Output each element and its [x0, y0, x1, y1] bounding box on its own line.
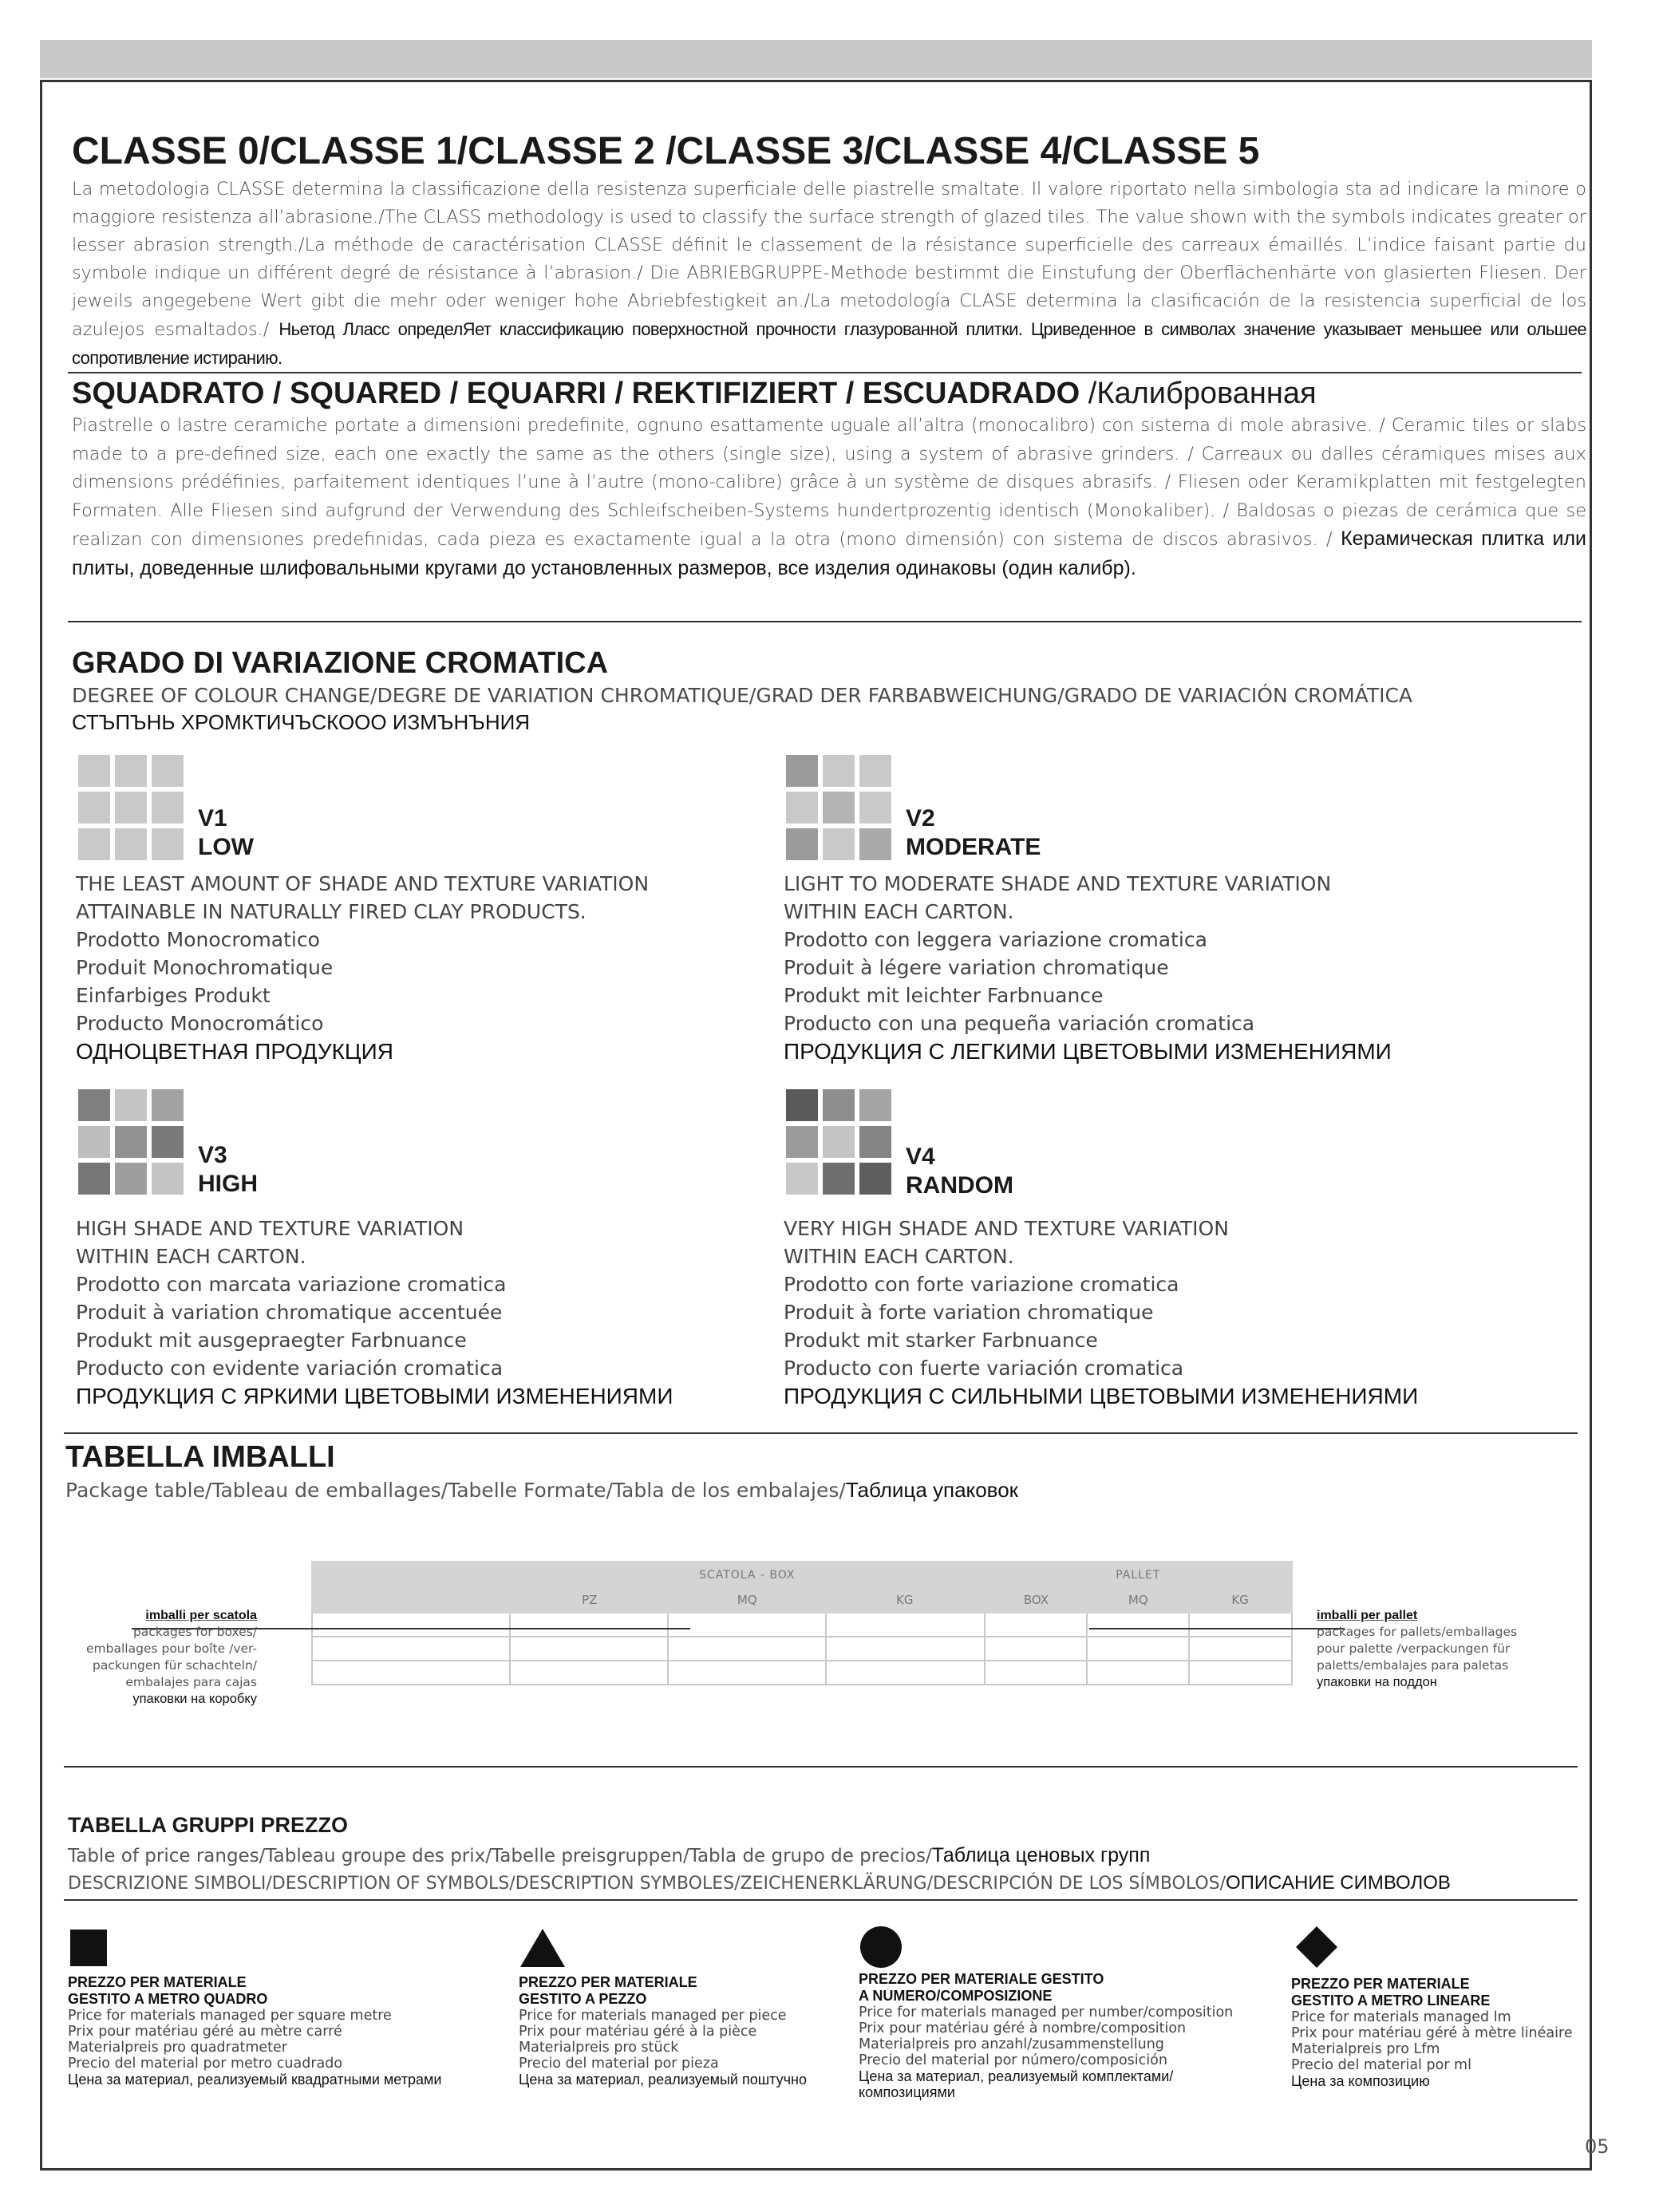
v1-line: Einfarbiges Produkt — [76, 984, 271, 1007]
v4-line: VERY HIGH SHADE AND TEXTURE VARIATION — [784, 1217, 1229, 1240]
divider — [68, 372, 1582, 373]
v4-line: Prodotto con forte variazione cromatica — [784, 1273, 1179, 1296]
classe-text-body: La metodologia CLASSE determina la classificazione della resistenza superficiale delle piastrelle smaltate. Il valore riportato nella simbologia sta ad indicare la minore o maggiore resistenza all’abrasione./The CLASS methodology is used to classify the surface strength of glazed tiles. The value shown with the symbols indicates greater or lesser abrasion strength./La méthode de caractérisation CLASSE définit le classement de la résistance superficielle des carreaux émaillés. L’indice faisant partie du symbole indique un différent degré de résistance à l’abrasion./ Die ABRIEBGRUPPE-Methode bestimmt die Einstufung der Oberflächenhärte von glasierten Fliesen. Der jeweils angegebene Wert gibt die mehr oder weniger hohe Abriebfestigkeit an./La metodología CLASE determina la clasificación de la resistencia superficial de los azulejos esmaltados./ — [72, 179, 1586, 340]
imballi-subtitle-main: Package table/Tableau de emballages/Tabelle Formate/Tabla de los embalajes/ — [65, 1479, 846, 1502]
symbols-description-main: DESCRIZIONE SIMBOLI/DESCRIPTION OF SYMBOLS/DESCRIPTION SYMBOLES/ZEICHENERKLÄRUNG/DESCRIPCIÓN DE LOS SÍMBOLOS/ — [68, 1874, 1226, 1894]
col-header: KG — [896, 1593, 914, 1607]
v3-line: Produit à variation chromatique accentuée — [76, 1301, 503, 1324]
table-cell — [1087, 1661, 1189, 1685]
swatch — [115, 792, 147, 824]
symbols-description — [68, 1872, 1451, 1894]
diamond-icon — [1294, 1925, 1339, 1969]
swatch — [823, 792, 855, 824]
v4-line: Produit à forte variation chromatique — [784, 1301, 1154, 1324]
swatch — [152, 1089, 184, 1121]
symbol-line-ru: Цена за материал, реализуемый квадратными метрами — [68, 2072, 442, 2088]
package-table — [311, 1561, 1293, 1685]
v2-line: Producto con una pequeña variación cromatica — [784, 1012, 1255, 1035]
col-header: MQ — [737, 1593, 757, 1607]
table-cell — [668, 1637, 826, 1661]
swatch — [78, 1089, 110, 1121]
squadrato-title-main: SQUADRATO / SQUARED / EQUARRI / REKTIFIZIERT / ESCUADRADO — [72, 377, 1080, 410]
v1-line: ATTAINABLE IN NATURALLY FIRED CLAY PRODUCTS. — [76, 900, 587, 923]
symbol-title: GESTITO A PEZZO — [519, 1991, 647, 2007]
symbol-line: Prix pour matériau géré à la pièce — [519, 2024, 757, 2040]
swatch — [115, 1163, 147, 1195]
table-cell — [312, 1661, 510, 1685]
classe-text — [72, 176, 1586, 373]
top-gray-bar — [40, 40, 1592, 78]
v3-level: HIGH — [198, 1171, 258, 1197]
symbol-triangle-text — [519, 1974, 807, 2088]
box-group-label: SCATOLA - BOX — [699, 1569, 796, 1582]
symbol-line: Materialpreis pro quadratmeter — [68, 2040, 287, 2056]
col-header: MQ — [1128, 1593, 1148, 1607]
swatch — [859, 828, 891, 860]
symbol-line: Precio del material por pieza — [519, 2056, 719, 2072]
table-cell — [1189, 1661, 1292, 1685]
symbol-line: Materialpreis pro Lfm — [1291, 2041, 1440, 2057]
v2-line: Produit à légere variation chromatique — [784, 956, 1169, 979]
pallet-note-line: paletts/embalajes para paletas — [1317, 1658, 1509, 1673]
classe-text-ru: Ньетод Лласс определЯет классификацию поверхностной прочности глазурованной плитки. Цриведенное в символах значение указывает меньшее или ольшее сопротивление истиранию. — [72, 319, 1586, 368]
squadrato-text-ru: Керамическая плитка или плиты, доведенные шлифовальными кругами до установленных размеров, все изделия одинаковы (один калибр). — [72, 527, 1586, 579]
swatch — [78, 792, 110, 824]
pallet-group-label: PALLET — [1116, 1569, 1161, 1582]
box-group-header — [510, 1562, 985, 1613]
grado-subtitle-ru: СТЪПЪНЬ ХРОМКТИЧЪСКООО ИЗМЪНЪНИЯ — [72, 710, 531, 734]
pallet-leader-line — [1089, 1628, 1345, 1629]
table-cell — [1189, 1613, 1292, 1637]
swatch — [152, 1163, 184, 1195]
v3-line: Produkt mit ausgepraegter Farbnuance — [76, 1329, 467, 1352]
box-note-line: embalajes para cajas — [125, 1675, 257, 1689]
squadrato-title-ru: /Калиброванная — [1088, 377, 1317, 410]
imballi-title: TABELLA IMBALLI — [65, 1440, 335, 1474]
symbol-line: Prix pour matériau géré à mètre linéaire — [1291, 2025, 1573, 2041]
squadrato-text — [72, 412, 1586, 583]
swatch — [823, 1089, 855, 1121]
grado-subtitle: DEGREE OF COLOUR CHANGE/DEGRE DE VARIATION CHROMATIQUE/GRAD DER FARBABWEICHUNG/GRADO DE VARIACIÓN CROMÁTICA — [72, 684, 1413, 707]
box-note-line: emballages pour boîte /ver- — [86, 1641, 257, 1656]
table-cell — [985, 1661, 1087, 1685]
table-cell — [985, 1613, 1087, 1637]
table-cell — [668, 1661, 826, 1685]
swatch — [786, 755, 818, 787]
table-cell — [312, 1613, 510, 1637]
symbol-title: GESTITO A METRO LINEARE — [1291, 1993, 1491, 2009]
table-cell — [510, 1613, 668, 1637]
v1-description — [76, 870, 649, 1065]
swatch — [78, 1126, 110, 1158]
table-header-row — [312, 1562, 1292, 1613]
symbol-circle-text — [859, 1971, 1305, 2100]
symbol-title: PREZZO PER MATERIALE — [519, 1974, 697, 1990]
square-icon — [70, 1930, 107, 1966]
v3-line: Producto con evidente variación cromatica — [76, 1357, 504, 1380]
v4-code: V4 — [906, 1144, 935, 1170]
table-cell — [510, 1661, 668, 1685]
v3-line: WITHIN EACH CARTON. — [76, 1245, 306, 1268]
grado-title: GRADO DI VARIAZIONE CROMATICA — [72, 646, 609, 680]
table-row — [312, 1613, 1292, 1637]
symbol-line-ru: Цена за композицию — [1291, 2073, 1430, 2089]
v3-label — [198, 1141, 258, 1199]
symbol-line: Precio del material por número/composición — [859, 2052, 1167, 2068]
swatch — [823, 755, 855, 787]
symbol-title: PREZZO PER MATERIALE — [68, 1974, 247, 1990]
v4-line: WITHIN EACH CARTON. — [784, 1245, 1014, 1268]
v3-line: HIGH SHADE AND TEXTURE VARIATION — [76, 1217, 464, 1240]
swatch — [786, 1089, 818, 1121]
v3-line: Prodotto con marcata variazione cromatica — [76, 1273, 507, 1296]
v4-level: RANDOM — [906, 1172, 1013, 1199]
v1-code: V1 — [198, 805, 227, 831]
table-cell — [1087, 1613, 1189, 1637]
col-header: KG — [1231, 1593, 1249, 1607]
symbol-line: Materialpreis pro stück — [519, 2040, 679, 2056]
v2-line: LIGHT TO MODERATE SHADE AND TEXTURE VARIATION — [784, 872, 1332, 895]
box-subheaders — [511, 1593, 984, 1607]
swatch — [823, 828, 855, 860]
pallet-subheaders — [986, 1593, 1291, 1607]
swatch — [152, 792, 184, 824]
swatch — [823, 1163, 855, 1195]
v3-description — [76, 1215, 673, 1410]
symbol-title: GESTITO A METRO QUADRO — [68, 1991, 268, 2007]
v4-description — [784, 1215, 1418, 1410]
v1-swatch-grid — [78, 755, 184, 860]
swatch — [152, 1126, 184, 1158]
table-cell — [826, 1637, 984, 1661]
divider — [64, 1432, 1578, 1434]
symbol-diamond-text — [1291, 1976, 1573, 2089]
v3-line-ru: ПРОДУКЦИЯ С ЯРКИМИ ЦВЕТОВЫМИ ИЗМЕНЕНИЯМИ — [76, 1384, 673, 1408]
swatch — [152, 755, 184, 787]
swatch — [786, 1126, 818, 1158]
swatch — [786, 1163, 818, 1195]
symbols-description-ru: ОПИСАНИЕ СИМВОЛОВ — [1226, 1872, 1451, 1894]
pallet-group-header — [985, 1562, 1292, 1613]
box-note-ru: упаковки на коробку — [132, 1692, 257, 1706]
table-row — [312, 1661, 1292, 1685]
table-cell — [826, 1613, 984, 1637]
v2-code: V2 — [906, 805, 935, 831]
page-number: 05 — [1585, 2135, 1610, 2158]
swatch — [859, 755, 891, 787]
imballi-subtitle-ru: Таблица упаковок — [845, 1478, 1019, 1502]
swatch — [115, 755, 147, 787]
divider — [64, 1766, 1578, 1768]
squadrato-text-body: Piastrelle o lastre ceramiche portate a dimensioni predefinite, ognuno esattamente uguale all’altra (monocalibro) con sistema di mole abrasive. / Ceramic tiles or slabs made to a pre-defined size, each one exactly the same as the others (single size), using a system of abrasive grinders. / Carreaux ou dalles céramiques mises aux dimensions prédéfinies, parfaitement identiques l’une à l’autre (mono-calibre) grâce à un système de disques abrasifs. / Fliesen oder Keramikplatten mit festgelegten Formaten. Alle Fliesen sind aufgrund der Verwendung des Schleifscheiben-Systems hundertprozentig identisch (Monokaliber). / Baldosas o piezas de cerámica que se realizan con dimensiones predefinidas, cada pieza es exactamente igual a la otra (mono dimensión) con sistema de discos abrasivos. / — [72, 415, 1586, 550]
symbol-line: Prix pour matériau géré au mètre carré — [68, 2024, 342, 2040]
swatch — [78, 1163, 110, 1195]
symbol-line-ru: Цена за материал, реализуемый поштучно — [519, 2072, 807, 2088]
symbol-line: Price for materials managed per square metre — [68, 2008, 392, 2024]
col-header: PZ — [582, 1593, 598, 1607]
symbol-title: PREZZO PER MATERIALE — [1291, 1976, 1470, 1992]
box-note-line: packages for boxes/ — [132, 1625, 257, 1639]
prezzo-subtitle-main: Table of price ranges/Tableau groupe des prix/Tabelle preisgruppen/Tabla de grupo de precios/ — [68, 1846, 932, 1866]
table-row — [312, 1637, 1292, 1661]
symbol-line: Price for materials managed per piece — [519, 2008, 787, 2024]
divider — [64, 1899, 1578, 1901]
pallet-note-line: pour palette /verpackungen für — [1317, 1641, 1511, 1656]
swatch — [859, 1126, 891, 1158]
pallet-note-ru: упаковки на поддон — [1317, 1675, 1437, 1689]
symbol-title: A NUMERO/COMPOSIZIONE — [859, 1988, 1053, 2004]
swatch — [823, 1126, 855, 1158]
table-cell — [826, 1661, 984, 1685]
table-cell — [985, 1637, 1087, 1661]
table-header-empty — [312, 1562, 510, 1613]
v1-label — [198, 804, 254, 862]
swatch — [152, 828, 184, 860]
symbol-line: Precio del material por metro cuadrado — [68, 2056, 343, 2072]
symbol-title: PREZZO PER MATERIALE GESTITO — [859, 1971, 1104, 1987]
box-note-line: packungen für schachteln/ — [93, 1658, 257, 1673]
squadrato-title — [72, 377, 1317, 411]
v4-line: Producto con fuerte variación cromatica — [784, 1357, 1184, 1380]
swatch — [859, 792, 891, 824]
pallet-note — [1317, 1607, 1556, 1691]
triangle-icon — [519, 1927, 567, 1969]
box-note-title: imballi per scatola — [145, 1609, 257, 1622]
v4-swatch-grid — [786, 1089, 891, 1195]
v1-line: Produit Monochromatique — [76, 956, 334, 979]
symbol-square-text — [68, 1974, 441, 2088]
swatch — [786, 792, 818, 824]
v2-level: MODERATE — [906, 834, 1041, 860]
v4-label — [906, 1143, 1013, 1200]
col-header: BOX — [1023, 1593, 1049, 1607]
v4-line: Produkt mit starker Farbnuance — [784, 1329, 1098, 1352]
v1-level: LOW — [198, 834, 254, 860]
v1-line: Producto Monocromático — [76, 1012, 324, 1035]
v2-description — [784, 870, 1392, 1065]
prezzo-subtitle-ru: Таблица ценовых групп — [931, 1844, 1151, 1866]
table-cell — [1087, 1637, 1189, 1661]
divider — [68, 621, 1582, 622]
circle-icon — [860, 1926, 902, 1968]
swatch — [78, 755, 110, 787]
v4-line-ru: ПРОДУКЦИЯ С СИЛЬНЫМИ ЦВЕТОВЫМИ ИЗМЕНЕНИЯМИ — [784, 1384, 1419, 1408]
swatch — [115, 1126, 147, 1158]
symbol-line: Precio del material por ml — [1291, 2057, 1471, 2073]
symbol-line-ru: Цена за материал, реализуемый комплектами/ композициями — [859, 2068, 1174, 2100]
table-cell — [1189, 1637, 1292, 1661]
imballi-subtitle — [65, 1478, 1018, 1503]
v2-line-ru: ПРОДУКЦИЯ С ЛЕГКИМИ ЦВЕТОВЫМИ ИЗМЕНЕНИЯМИ — [784, 1039, 1392, 1064]
v1-line: Prodotto Monocromatico — [76, 928, 320, 951]
swatch — [115, 1089, 147, 1121]
box-note — [48, 1607, 257, 1708]
table-cell — [510, 1637, 668, 1661]
swatch — [115, 828, 147, 860]
v2-line: WITHIN EACH CARTON. — [784, 900, 1014, 923]
prezzo-subtitle — [68, 1844, 1150, 1867]
swatch — [859, 1089, 891, 1121]
v2-label — [906, 804, 1041, 862]
prezzo-title: TABELLA GRUPPI PREZZO — [68, 1813, 348, 1837]
swatch — [859, 1163, 891, 1195]
symbol-line: Materialpreis pro anzahl/zusammenstellung — [859, 2036, 1164, 2052]
pallet-note-line: packages for pallets/emballages — [1317, 1625, 1518, 1639]
v2-line: Prodotto con leggera variazione cromatica — [784, 928, 1207, 951]
pallet-note-title: imballi per pallet — [1317, 1609, 1418, 1622]
classe-title: CLASSE 0/CLASSE 1/CLASSE 2 /CLASSE 3/CLASSE 4/CLASSE 5 — [72, 130, 1260, 172]
symbol-line: Price for materials managed lm — [1291, 2009, 1511, 2025]
v2-swatch-grid — [786, 755, 891, 860]
swatch — [78, 828, 110, 860]
table-cell — [668, 1613, 826, 1637]
v2-line: Produkt mit leichter Farbnuance — [784, 984, 1104, 1007]
v1-line: THE LEAST AMOUNT OF SHADE AND TEXTURE VARIATION — [76, 872, 650, 895]
symbol-line: Price for materials managed per number/composition — [859, 2005, 1234, 2020]
v3-swatch-grid — [78, 1089, 184, 1195]
table-cell — [312, 1637, 510, 1661]
v3-code: V3 — [198, 1142, 227, 1168]
v1-line-ru: ОДНОЦВЕТНАЯ ПРОДУКЦИЯ — [76, 1039, 393, 1064]
swatch — [786, 828, 818, 860]
symbol-line: Prix pour matériau géré à nombre/composition — [859, 2020, 1187, 2036]
